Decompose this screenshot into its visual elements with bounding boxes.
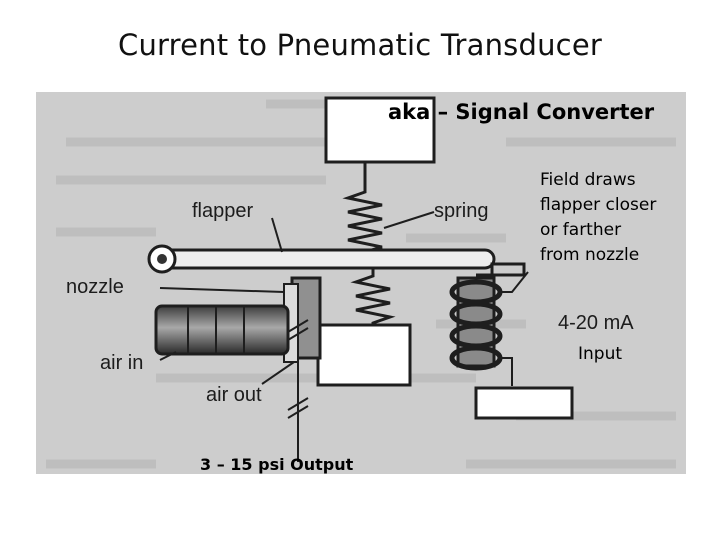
air-in-label: air in <box>100 352 144 374</box>
nozzle-label: nozzle <box>66 276 124 298</box>
slide-subtitle: aka – Signal Converter <box>388 100 655 124</box>
output-label: 3 – 15 psi Output <box>200 455 354 474</box>
diagram-drawing <box>36 92 686 474</box>
magnet-base <box>476 388 572 418</box>
input-label: Input <box>578 344 623 364</box>
current-label: 4-20 mA <box>558 312 634 334</box>
air-out-label: air out <box>206 384 262 406</box>
air-cylinder <box>156 306 288 354</box>
flapper-label: flapper <box>192 200 254 222</box>
slide-title: Current to Pneumatic Transducer <box>118 28 602 62</box>
field-note: Field draws flapper closer or farther from nozzle <box>540 170 657 265</box>
spring-label: spring <box>434 200 489 222</box>
transducer-diagram <box>36 92 686 474</box>
flapper-bar <box>149 246 494 272</box>
bottom-frame <box>318 325 410 385</box>
